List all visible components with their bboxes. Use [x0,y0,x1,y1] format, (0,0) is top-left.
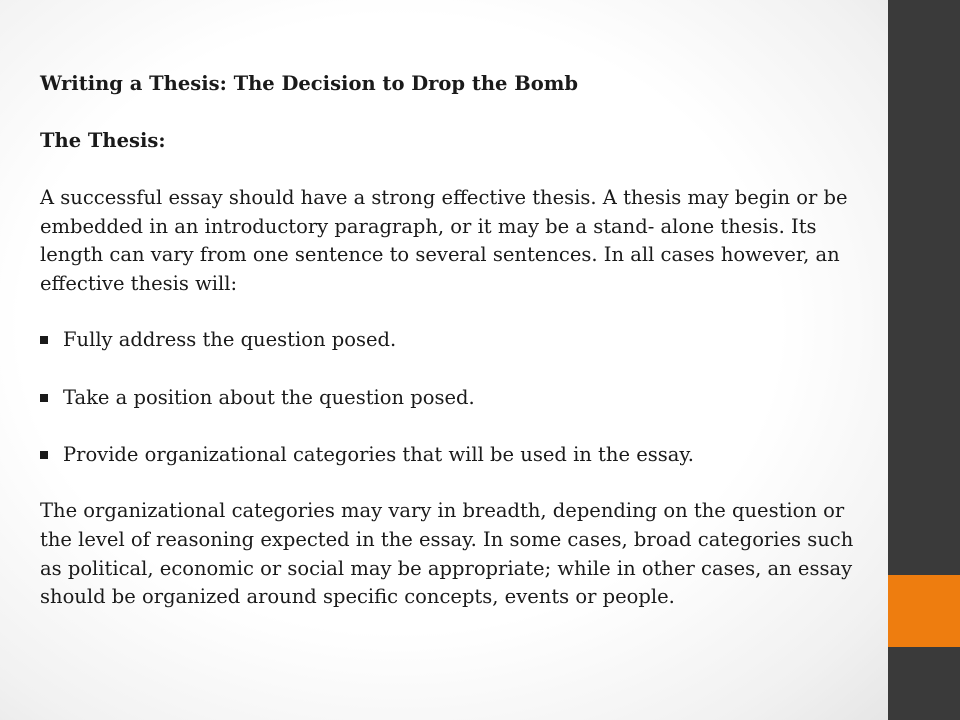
square-bullet-icon [40,336,48,344]
bullet-list [40,326,880,469]
slide-title: Writing a Thesis: The Decision to Drop the Bomb [40,72,578,95]
square-bullet-icon [40,394,48,402]
bullet-text: Fully address the question posed. [63,328,397,352]
bullet-item [40,441,880,470]
closing-paragraph: The organizational categories may vary in breadth, depending on the question or the level of reasoning expected in the essay. In some cases, broad categories such as political, economic or social may be appropriate; while in other cases, an essay should be organized around specific concepts, events or people. [40,499,854,609]
intro-paragraph: A successful essay should have a strong effective thesis. A thesis may begin or be embedded in an introductory paragraph, or it may be a stand- alone thesis. Its length can vary from one sentence to several sentences. In all cases however, an effective thesis will: [40,186,848,295]
bullet-text: Provide organizational categories that will be used in the essay. [63,442,694,466]
slide-content [40,70,880,612]
bullet-item [40,384,880,413]
bullet-text: Take a position about the question posed. [63,385,475,409]
square-bullet-icon [40,451,48,459]
section-heading: The Thesis: [40,129,166,152]
accent-block [888,575,960,647]
bullet-item [40,326,880,355]
